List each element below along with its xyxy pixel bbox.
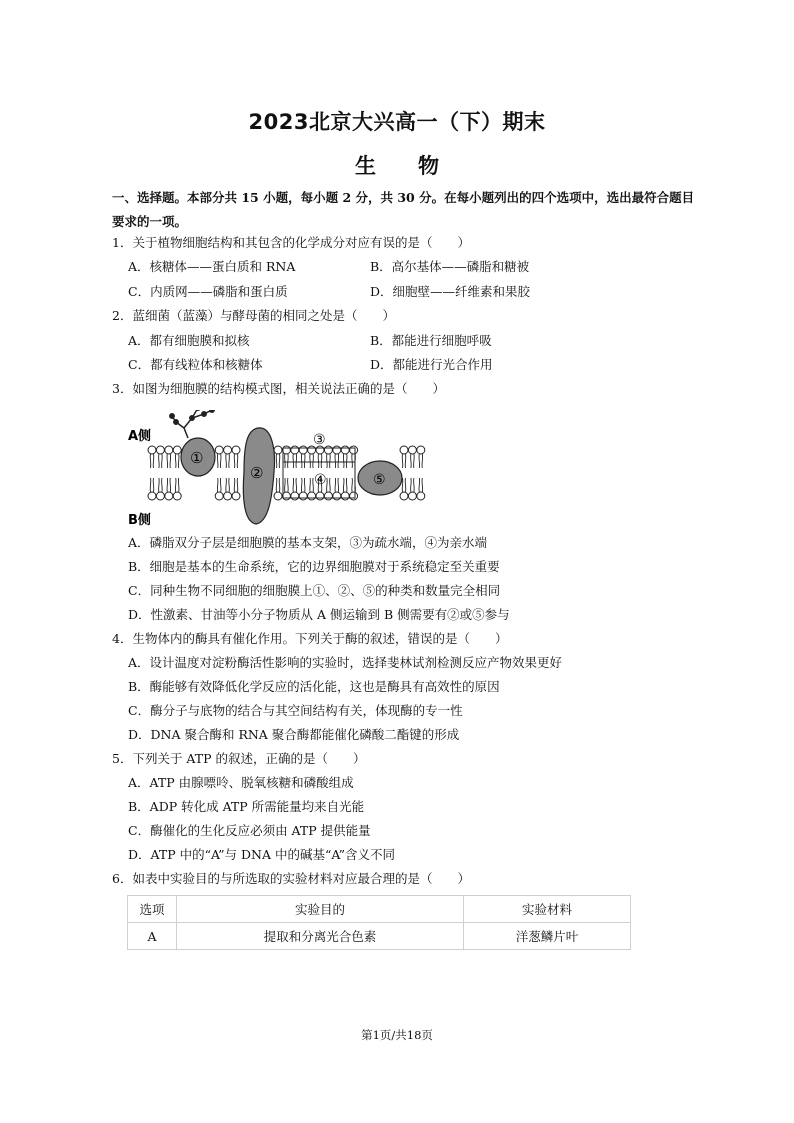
question-3-option-b: B．细胞是基本的生命系统，它的边界细胞膜对于系统稳定至关重要 — [128, 559, 500, 574]
experiment-table — [127, 895, 631, 950]
question-6-stem: 6．如表中实验目的与所选取的实验材料对应最合理的是（ ） — [112, 871, 470, 886]
phospholipid-outer — [299, 446, 307, 468]
question-3-option-d: D．性激素、甘油等小分子物质从 A 侧运输到 B 侧需要有②或⑤参与 — [128, 607, 510, 622]
phospholipid-outer — [350, 446, 358, 468]
phospholipid-inner — [165, 478, 173, 500]
phospholipid-outer — [316, 446, 324, 468]
label-1: ① — [190, 449, 204, 467]
question-4-option-c: C．酶分子与底物的结合与其空间结构有关，体现酶的专一性 — [128, 703, 463, 718]
table-header: 实验目的 — [177, 896, 464, 923]
phospholipid-outer — [274, 446, 282, 468]
question-1-option-a: A．核糖体——蛋白质和 RNA — [128, 259, 296, 274]
table-cell: 提取和分离光合色素 — [177, 923, 464, 950]
phospholipid-outer — [232, 446, 240, 468]
phospholipid-outer — [282, 446, 290, 468]
label-2: ② — [250, 464, 264, 482]
question-4-option-b: B．酶能够有效降低化学反应的活化能，这也是酶具有高效性的原因 — [128, 679, 500, 694]
question-3-stem: 3．如图为细胞膜的结构模式图，相关说法正确的是（ ） — [112, 381, 445, 396]
table-header-row — [128, 896, 631, 923]
question-4-option-a: A．设计温度对淀粉酶活性影响的实验时，选择斐林试剂检测反应产物效果更好 — [128, 655, 563, 670]
phospholipid-inner — [341, 478, 349, 500]
table-header: 实验材料 — [464, 896, 631, 923]
phospholipid-inner — [282, 478, 290, 500]
question-2-option-c: C．都有线粒体和核糖体 — [128, 357, 263, 372]
question-3-option-c: C．同种生物不同细胞的细胞膜上①、②、⑤的种类和数量完全相同 — [128, 583, 501, 598]
phospholipid-inner — [350, 478, 358, 500]
phospholipid-outer — [156, 446, 164, 468]
question-4-stem: 4．生物体内的酶具有催化作用。下列关于酶的叙述，错误的是（ ） — [112, 631, 508, 646]
phospholipid-outer — [324, 446, 332, 468]
phospholipid-inner — [408, 478, 416, 500]
side-a-label: A侧 — [128, 429, 152, 444]
cell-membrane-diagram — [126, 410, 436, 530]
phospholipid-outer — [408, 446, 416, 468]
phospholipid-outer — [173, 446, 181, 468]
phospholipid-outer — [148, 446, 156, 468]
phospholipid-inner — [215, 478, 223, 500]
phospholipid-inner — [291, 478, 299, 500]
question-2-option-b: B．都能进行细胞呼吸 — [370, 333, 492, 348]
section-instructions: 一、选择题。本部分共 15 小题，每小题 2 分，共 30 分。在每小题列出的四个选项中，选出最符合题目要求的一项。 — [112, 190, 695, 229]
question-5-option-b: B．ADP 转化成 ATP 所需能量均来自光能 — [128, 799, 365, 814]
question-4-option-d: D．DNA 聚合酶和 RNA 聚合酶都能催化磷酸二酯键的形成 — [128, 727, 460, 742]
phospholipid-outer — [215, 446, 223, 468]
question-3-option-a: A．磷脂双分子层是细胞膜的基本支架，③为疏水端，④为亲水端 — [128, 535, 488, 550]
phospholipid-inner — [156, 478, 164, 500]
table-row — [128, 923, 631, 950]
subject-title: 生 物 — [355, 154, 439, 178]
phospholipid-inner — [299, 478, 307, 500]
phospholipid-outer — [291, 446, 299, 468]
phospholipid-outer — [400, 446, 408, 468]
question-5-option-d: D．ATP 中的“A”与 DNA 中的碱基“A”含义不同 — [128, 847, 395, 862]
question-5-stem: 5．下列关于 ATP 的叙述，正确的是（ ） — [112, 751, 366, 766]
phospholipid-inner — [333, 478, 341, 500]
phospholipid-outer — [333, 446, 341, 468]
phospholipid-outer — [224, 446, 232, 468]
label-3: ③ — [313, 432, 326, 448]
page-footer: 第1页/共18页 — [361, 1028, 433, 1042]
question-2-option-d: D．都能进行光合作用 — [370, 357, 493, 372]
page-title: 2023北京大兴高一（下）期末 — [248, 110, 546, 134]
question-1-option-b: B．高尔基体——磷脂和糖被 — [370, 259, 530, 274]
phospholipid-inner — [173, 478, 181, 500]
question-5-option-a: A．ATP 由腺嘌呤、脱氧核糖和磷酸组成 — [128, 775, 354, 790]
question-1-stem: 1．关于植物细胞结构和其包含的化学成分对应有误的是（ ） — [112, 235, 470, 250]
question-2-stem: 2．蓝细菌（蓝藻）与酵母菌的相同之处是（ ） — [112, 308, 395, 323]
phospholipid-inner — [417, 478, 425, 500]
question-1-option-c: C．内质网——磷脂和蛋白质 — [128, 284, 288, 299]
phospholipid-outer — [417, 446, 425, 468]
phospholipid-outer — [308, 446, 316, 468]
phospholipid-inner — [224, 478, 232, 500]
phospholipid-inner — [274, 478, 282, 500]
glycan-chain — [170, 410, 214, 438]
question-5-option-c: C．酶催化的生化反应必须由 ATP 提供能量 — [128, 823, 371, 838]
label-4: ④ — [314, 472, 327, 488]
phospholipid-outer — [341, 446, 349, 468]
table-cell: 洋葱鳞片叶 — [464, 923, 631, 950]
table-cell: A — [128, 923, 177, 950]
label-5: ⑤ — [373, 472, 386, 488]
question-1-option-d: D．细胞壁——纤维素和果胶 — [370, 284, 531, 299]
phospholipid-inner — [232, 478, 240, 500]
question-2-option-a: A．都有细胞膜和拟核 — [128, 333, 250, 348]
table-header: 选项 — [128, 896, 177, 923]
side-b-label: B侧 — [128, 513, 151, 528]
phospholipid-inner — [148, 478, 156, 500]
phospholipid-outer — [165, 446, 173, 468]
